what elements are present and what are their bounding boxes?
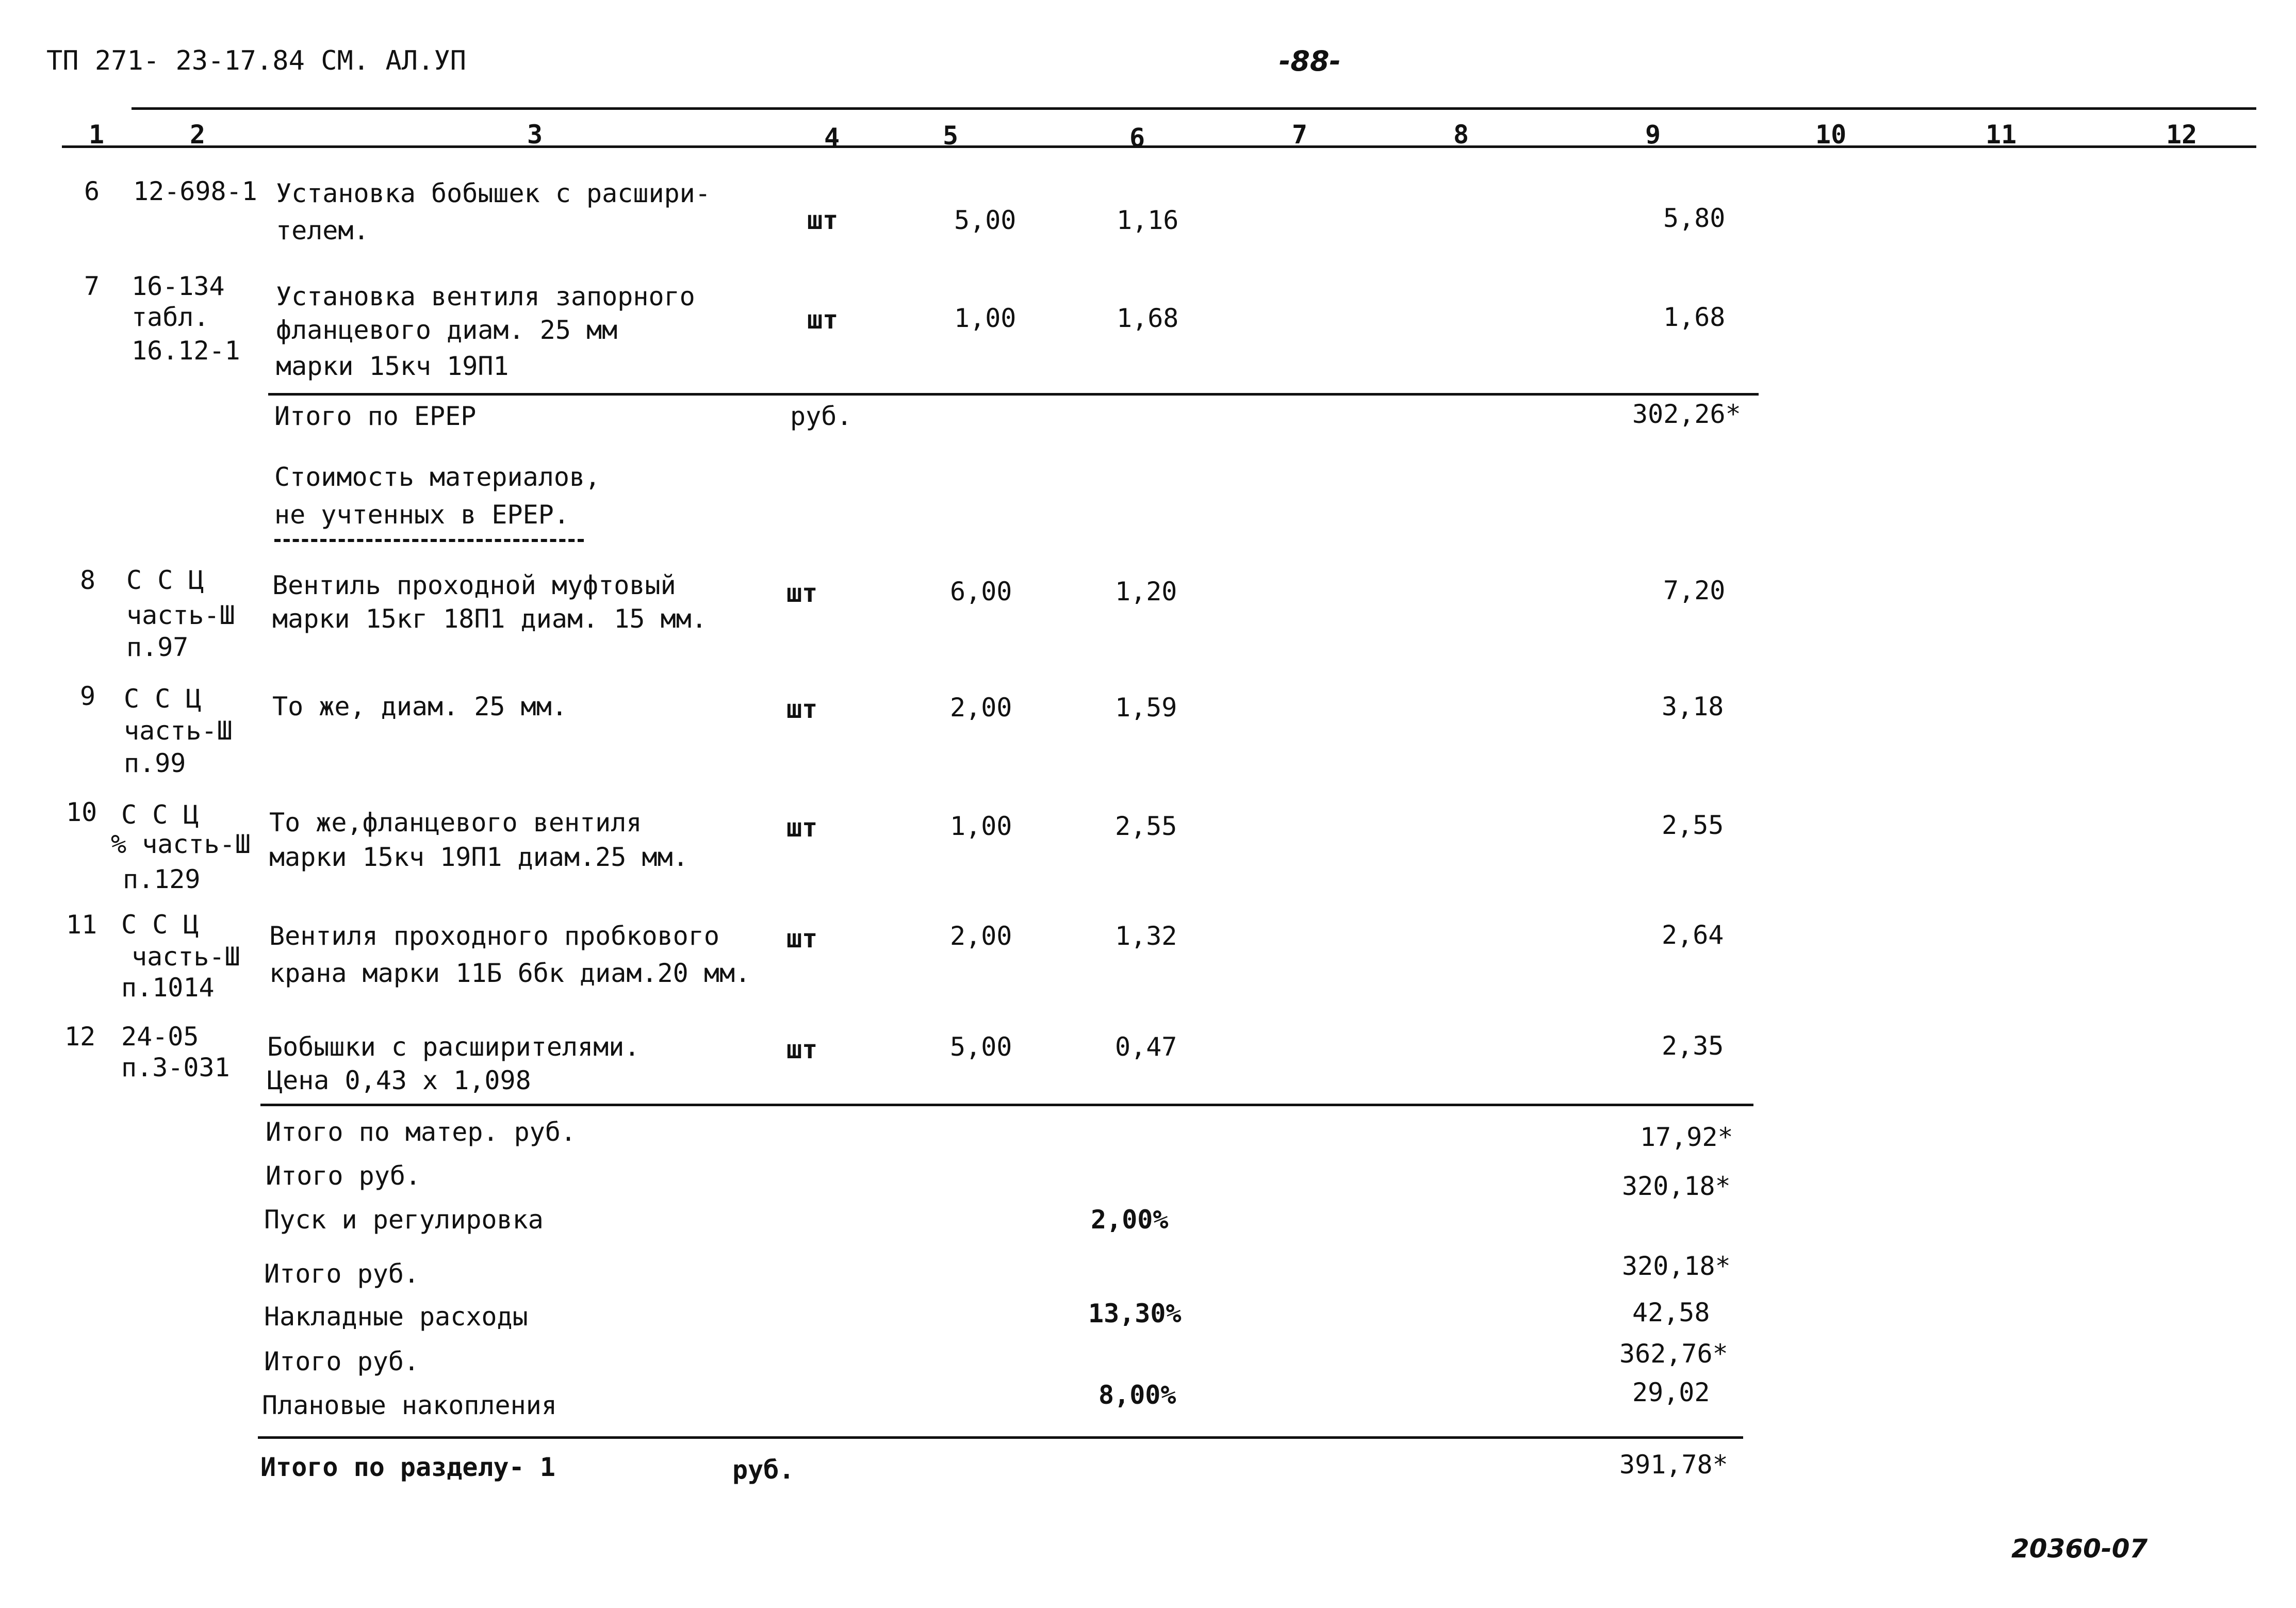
column-number: 5 (943, 121, 959, 151)
row-price: 1,68 (1117, 303, 1179, 333)
row-code: часть-Ш (126, 600, 235, 630)
summary-total: 42,58 (1632, 1298, 1710, 1327)
column-number: 7 (1292, 120, 1308, 150)
row-description: фланцевого диам. 25 мм (276, 315, 618, 345)
section-total-label: Итого по разделу- 1 (260, 1452, 555, 1482)
summary-label: Итого руб. (264, 1347, 420, 1376)
summary-percent: 2,00% (1091, 1205, 1169, 1235)
doc-reference: ТП 271- 23-17.84 СМ. АЛ.УП (46, 45, 466, 76)
summary-label: Пуск и регулировка (264, 1205, 544, 1235)
header-top-rule (132, 107, 2256, 110)
row-unit: шт (807, 205, 839, 235)
row-number: 12 (64, 1022, 96, 1052)
row-description: марки 15кч 19П1 диам.25 мм. (269, 842, 688, 872)
summary-total: 29,02 (1632, 1377, 1710, 1407)
column-number: 2 (190, 120, 206, 150)
row-code: табл. (132, 302, 209, 332)
row-price: 2,55 (1115, 811, 1177, 841)
row-description: марки 15кг 18П1 диам. 15 мм. (272, 604, 707, 634)
row-code: 16.12-1 (132, 336, 240, 366)
column-number: 6 (1129, 123, 1145, 153)
row-total: 1,68 (1663, 302, 1726, 332)
subtotal-label: Итого по ЕРЕР (274, 401, 477, 431)
section-total-value: 391,78* (1619, 1450, 1728, 1480)
row-unit: шт (786, 1035, 818, 1064)
note-line: не учтенных в ЕРЕР. (274, 500, 569, 530)
row-number: 6 (84, 176, 100, 206)
row-number: 7 (84, 271, 100, 301)
column-number: 11 (1986, 120, 2017, 150)
row-code: % часть-Ш (111, 829, 251, 859)
summary-total: 362,76* (1619, 1339, 1728, 1369)
summary-total: 320,18* (1622, 1251, 1731, 1281)
summary-label: Накладные расходы (264, 1302, 528, 1332)
row-quantity: 2,00 (950, 921, 1012, 951)
row-total: 7,20 (1663, 576, 1726, 605)
row-code: п.3-031 (121, 1053, 230, 1082)
materials-total-rule (260, 1104, 1753, 1106)
note-line: Стоимость материалов, (274, 462, 601, 492)
section-total-rule (258, 1436, 1743, 1439)
row-code: 16-134 (132, 271, 225, 301)
subtotal-unit: руб. (790, 401, 852, 431)
row-quantity: 2,00 (950, 693, 1012, 723)
row-description: телем. (276, 216, 369, 245)
summary-label: Итого руб. (266, 1161, 421, 1191)
summary-label: Итого руб. (264, 1259, 420, 1289)
row-total: 3,18 (1662, 692, 1724, 721)
row-unit: шт (786, 924, 818, 954)
column-number: 3 (527, 120, 543, 150)
header-bottom-rule (62, 145, 2256, 148)
row-quantity: 1,00 (950, 811, 1012, 841)
row-description: Вентиля проходного пробкового (269, 921, 719, 951)
row-description: Установка бобышек с расшири- (276, 178, 711, 208)
row-price: 1,20 (1115, 577, 1177, 606)
row-number: 9 (80, 681, 96, 711)
summary-percent: 13,30% (1088, 1299, 1182, 1328)
row-code: п.129 (123, 864, 201, 894)
column-number: 8 (1453, 120, 1469, 150)
subtotal-rule (268, 393, 1759, 396)
row-total: 2,35 (1662, 1031, 1724, 1061)
row-code: 24-05 (121, 1022, 199, 1052)
section-total-unit: руб. (732, 1455, 795, 1485)
row-description: Цена 0,43 х 1,098 (267, 1065, 531, 1095)
row-quantity: 5,00 (950, 1032, 1012, 1062)
row-total: 2,64 (1662, 920, 1724, 950)
row-code: часть-Ш (124, 716, 233, 746)
row-code: С С Ц (124, 684, 202, 714)
row-price: 1,59 (1115, 693, 1177, 723)
column-number: 4 (824, 123, 840, 153)
summary-percent: 8,00% (1098, 1380, 1176, 1410)
row-code: С С Ц (121, 910, 199, 940)
row-price: 1,16 (1117, 205, 1179, 235)
row-price: 1,32 (1115, 921, 1177, 951)
summary-label: Плановые накопления (262, 1390, 557, 1420)
note-underline (274, 539, 584, 542)
row-unit: шт (786, 578, 818, 608)
row-description: крана марки 11Б 6бк диам.20 мм. (269, 958, 751, 988)
row-unit: шт (786, 813, 818, 843)
row-code: часть-Ш (132, 942, 240, 972)
row-unit: шт (786, 694, 818, 724)
row-code: С С Ц (126, 565, 204, 595)
row-total: 2,55 (1662, 810, 1724, 840)
row-description: марки 15кч 19П1 (276, 351, 509, 381)
row-description: Установка вентиля запорного (276, 282, 695, 311)
row-quantity: 5,00 (954, 205, 1016, 235)
row-description: Вентиль проходной муфтовый (272, 570, 676, 600)
row-code: 12-698-1 (133, 176, 257, 206)
row-price: 0,47 (1115, 1032, 1177, 1062)
archive-stamp: 20360-07 (2011, 1534, 2148, 1564)
row-code: п.1014 (121, 973, 215, 1003)
subtotal-total: 302,26* (1632, 399, 1741, 429)
column-number: 10 (1815, 120, 1847, 150)
row-code: п.99 (124, 748, 186, 778)
column-number: 12 (2166, 120, 2197, 150)
row-quantity: 6,00 (950, 577, 1012, 606)
row-total: 5,80 (1663, 203, 1726, 233)
row-code: п.97 (126, 632, 189, 662)
row-number: 8 (80, 565, 96, 595)
row-description: Бобышки с расширителями. (267, 1032, 640, 1062)
row-quantity: 1,00 (954, 303, 1016, 333)
row-number: 11 (66, 910, 97, 940)
row-description: То же,фланцевого вентиля (269, 808, 642, 838)
summary-total: 320,18* (1622, 1171, 1731, 1201)
summary-label: Итого по матер. руб. (266, 1117, 577, 1147)
page-number: -88- (1279, 45, 1341, 77)
column-number: 9 (1645, 120, 1661, 150)
summary-total: 17,92* (1640, 1122, 1733, 1152)
row-description: То же, диам. 25 мм. (272, 692, 567, 721)
column-number: 1 (89, 120, 105, 150)
row-unit: шт (807, 305, 839, 335)
row-code: С С Ц (121, 800, 199, 830)
row-number: 10 (66, 797, 97, 827)
